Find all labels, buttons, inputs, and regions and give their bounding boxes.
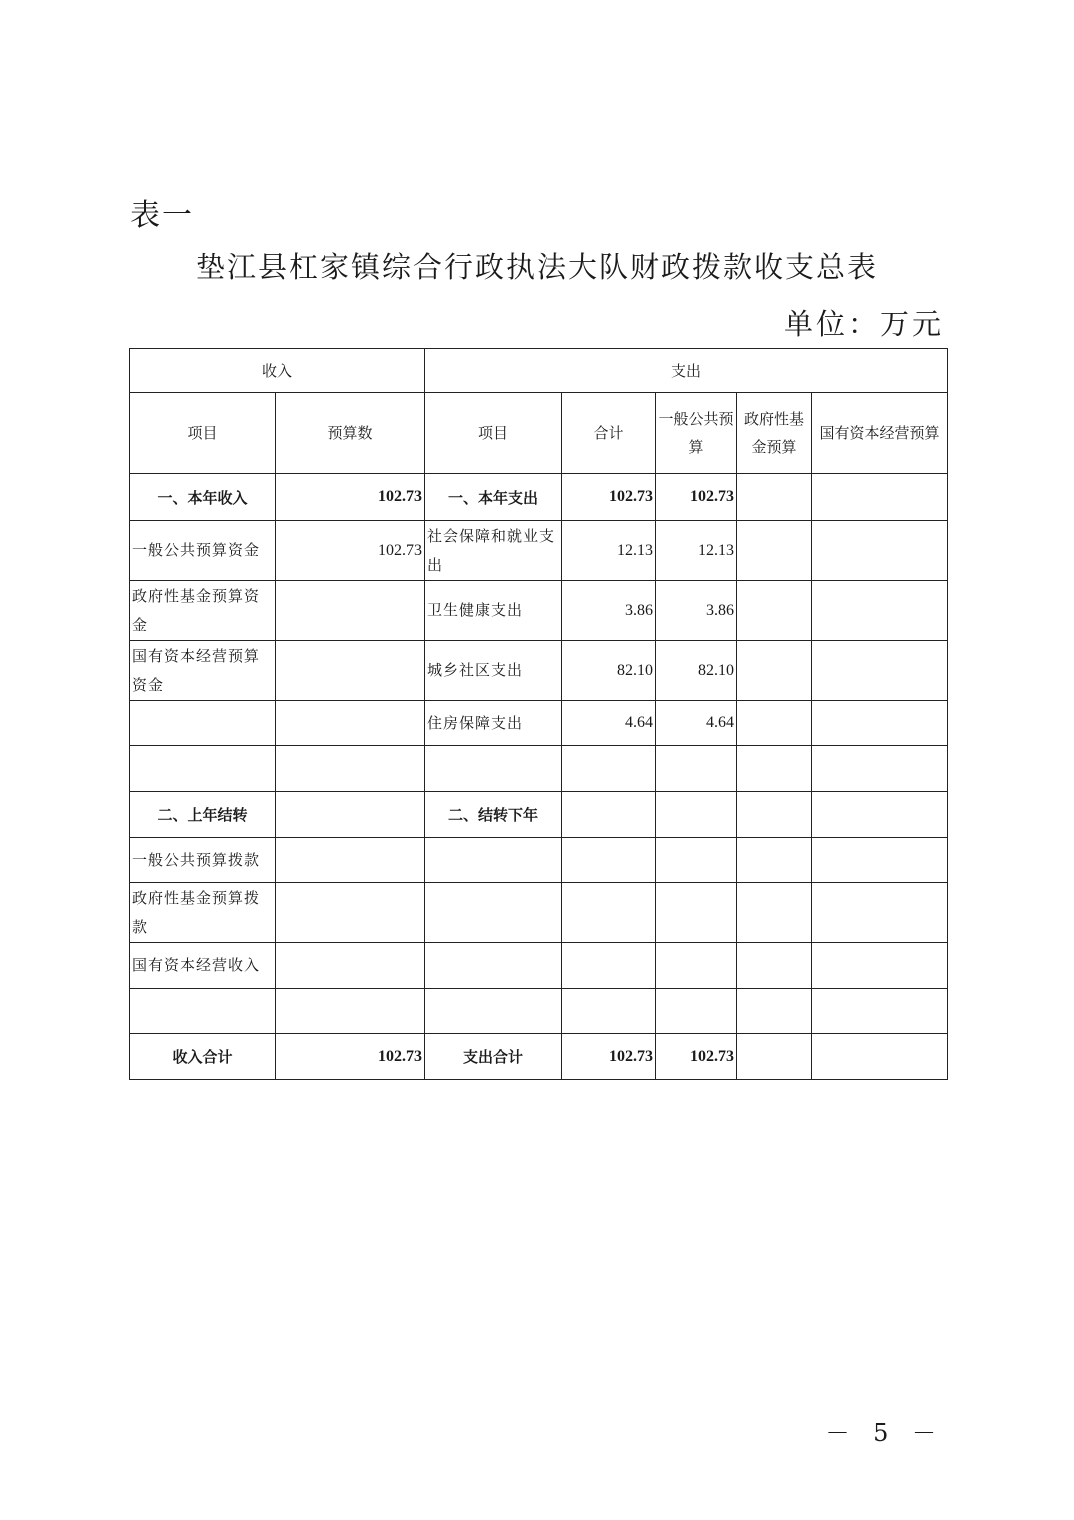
total-cell	[562, 989, 656, 1034]
expense-item-cell	[425, 746, 562, 792]
general-public-cell: 82.10	[656, 641, 737, 701]
gov-fund-cell	[737, 474, 812, 521]
total-cell	[562, 746, 656, 792]
gov-fund-cell	[737, 883, 812, 943]
gov-fund-cell	[737, 989, 812, 1034]
total-cell	[562, 883, 656, 943]
income-item-cell: 二、上年结转	[130, 792, 276, 838]
table-row-total	[130, 1034, 948, 1080]
general-public-cell	[656, 943, 737, 989]
state-capital-cell	[812, 943, 948, 989]
income-budget-cell	[276, 792, 425, 838]
income-item-cell	[130, 746, 276, 792]
expense-item-cell	[425, 943, 562, 989]
expense-item-cell: 一、本年支出	[425, 474, 562, 521]
income-budget-cell	[276, 989, 425, 1034]
col-header-state-capital: 国有资本经营预算	[812, 393, 948, 474]
income-budget-cell: 102.73	[276, 1034, 425, 1080]
state-capital-cell	[812, 1034, 948, 1080]
state-capital-cell	[812, 838, 948, 883]
general-public-cell: 4.64	[656, 701, 737, 746]
general-public-cell	[656, 792, 737, 838]
table-label: 表一	[130, 198, 194, 233]
total-cell: 102.73	[562, 474, 656, 521]
page-title: 垫江县杠家镇综合行政执法大队财政拨款收支总表	[195, 250, 878, 284]
expense-item-cell	[425, 883, 562, 943]
total-cell	[562, 792, 656, 838]
general-public-cell: 3.86	[656, 581, 737, 641]
expense-item-cell	[425, 838, 562, 883]
expense-item-cell: 城乡社区支出	[425, 641, 562, 701]
expense-item-cell	[425, 989, 562, 1034]
income-item-cell: 国有资本经营收入	[130, 943, 276, 989]
col-header-general-public: 一般公共预算	[656, 393, 737, 474]
income-item-cell: 一般公共预算拨款	[130, 838, 276, 883]
state-capital-cell	[812, 521, 948, 581]
gov-fund-cell	[737, 746, 812, 792]
header-row-columns	[130, 393, 948, 474]
income-budget-cell	[276, 746, 425, 792]
expense-item-cell: 住房保障支出	[425, 701, 562, 746]
table-row	[130, 701, 948, 746]
table-row	[130, 883, 948, 943]
table-row	[130, 474, 948, 521]
income-budget-cell	[276, 943, 425, 989]
table-row	[130, 521, 948, 581]
col-header-income-budget: 预算数	[276, 393, 425, 474]
expense-item-cell: 社会保障和就业支出	[425, 521, 562, 581]
gov-fund-cell	[737, 943, 812, 989]
income-item-cell: 收入合计	[130, 1034, 276, 1080]
expense-header: 支出	[425, 349, 948, 393]
state-capital-cell	[812, 792, 948, 838]
col-header-total: 合计	[562, 393, 656, 474]
expense-item-cell: 卫生健康支出	[425, 581, 562, 641]
table-row	[130, 746, 948, 792]
table-row	[130, 838, 948, 883]
income-budget-cell	[276, 883, 425, 943]
header-row-sections	[130, 349, 948, 393]
gov-fund-cell	[737, 641, 812, 701]
col-header-expense-item: 项目	[425, 393, 562, 474]
general-public-cell: 12.13	[656, 521, 737, 581]
page-number: － 5 －	[825, 1419, 944, 1447]
income-budget-cell	[276, 701, 425, 746]
state-capital-cell	[812, 701, 948, 746]
unit-label: 单位：万元	[783, 307, 944, 341]
general-public-cell	[656, 989, 737, 1034]
state-capital-cell	[812, 581, 948, 641]
total-cell: 102.73	[562, 1034, 656, 1080]
table-row	[130, 641, 948, 701]
gov-fund-cell	[737, 838, 812, 883]
income-budget-cell	[276, 581, 425, 641]
income-budget-cell: 102.73	[276, 474, 425, 521]
budget-table	[129, 348, 948, 1080]
gov-fund-cell	[737, 701, 812, 746]
general-public-cell	[656, 838, 737, 883]
total-cell	[562, 838, 656, 883]
table-row	[130, 943, 948, 989]
table-row	[130, 989, 948, 1034]
income-item-cell	[130, 989, 276, 1034]
gov-fund-cell	[737, 521, 812, 581]
income-budget-cell	[276, 838, 425, 883]
income-item-cell: 国有资本经营预算资金	[130, 641, 276, 701]
general-public-cell	[656, 883, 737, 943]
income-item-cell: 一、本年收入	[130, 474, 276, 521]
col-header-gov-fund: 政府性基金预算	[737, 393, 812, 474]
income-header: 收入	[130, 349, 425, 393]
state-capital-cell	[812, 883, 948, 943]
table-row	[130, 792, 948, 838]
income-item-cell: 政府性基金预算拨款	[130, 883, 276, 943]
total-cell	[562, 943, 656, 989]
table-row	[130, 581, 948, 641]
income-item-cell: 一般公共预算资金	[130, 521, 276, 581]
income-item-cell: 政府性基金预算资金	[130, 581, 276, 641]
general-public-cell: 102.73	[656, 1034, 737, 1080]
col-header-income-item: 项目	[130, 393, 276, 474]
total-cell: 82.10	[562, 641, 656, 701]
total-cell: 4.64	[562, 701, 656, 746]
gov-fund-cell	[737, 1034, 812, 1080]
gov-fund-cell	[737, 792, 812, 838]
general-public-cell	[656, 746, 737, 792]
state-capital-cell	[812, 746, 948, 792]
income-budget-cell	[276, 641, 425, 701]
state-capital-cell	[812, 641, 948, 701]
state-capital-cell	[812, 989, 948, 1034]
income-item-cell	[130, 701, 276, 746]
general-public-cell: 102.73	[656, 474, 737, 521]
expense-item-cell: 支出合计	[425, 1034, 562, 1080]
state-capital-cell	[812, 474, 948, 521]
gov-fund-cell	[737, 581, 812, 641]
total-cell: 3.86	[562, 581, 656, 641]
income-budget-cell: 102.73	[276, 521, 425, 581]
total-cell: 12.13	[562, 521, 656, 581]
expense-item-cell: 二、结转下年	[425, 792, 562, 838]
